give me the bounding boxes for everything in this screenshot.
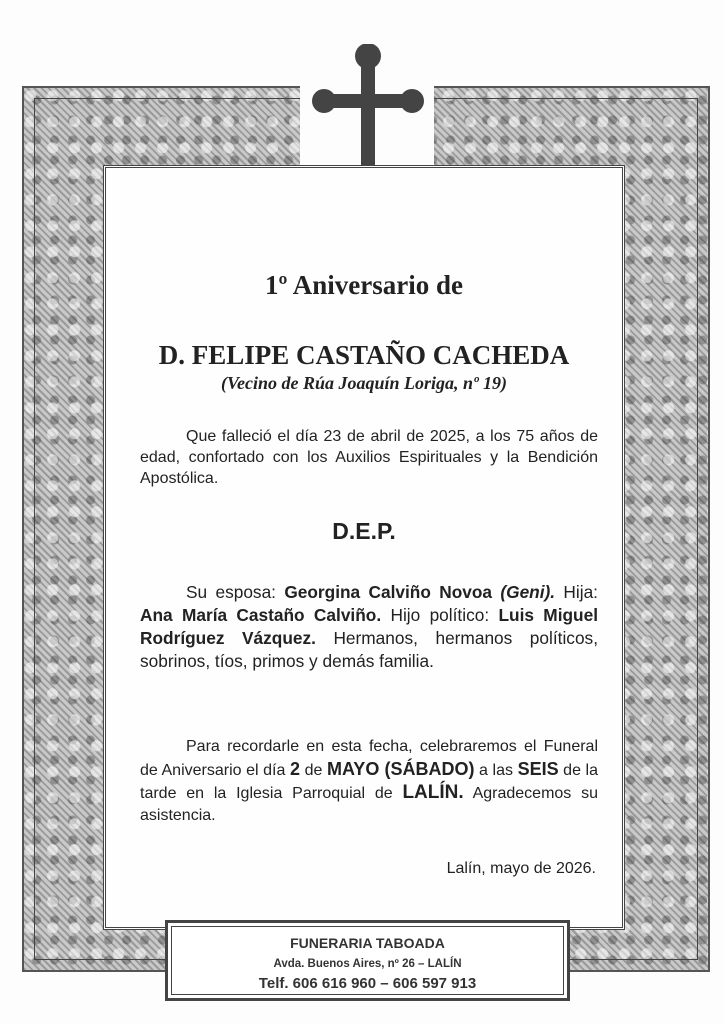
text: de la tarde en la Iglesia Parroquial de (140, 762, 599, 802)
notice-title: 1º Aniversario de (265, 270, 463, 300)
funeral-home-address: Avda. Buenos Aires, nº 26 – LALÍN (273, 958, 462, 970)
funeral-home-phone: Telf. 606 616 960 – 606 597 913 (258, 975, 477, 992)
funeral-home-name: FUNERARIA TABOADA (290, 935, 445, 951)
text: Hermanos, hermanos políticos, sobrinos, tíos, primos y demás familia. (140, 628, 598, 671)
text: Hijo político: (381, 605, 499, 625)
funeral-day: 2 (289, 759, 300, 779)
funeral-time: SEIS (517, 759, 559, 779)
text: Agradecemos su asistencia. (140, 785, 598, 824)
funeral-month: MAYO (SÁBADO) (326, 759, 475, 779)
funeral-paragraph (140, 736, 598, 827)
deceased-name: D. FELIPE CASTAÑO CACHEDA (158, 340, 570, 370)
notice-date: Lalín, mayo de 2026. (446, 860, 596, 877)
spouse-name: Georgina Calviño Novoa (284, 582, 493, 602)
family-paragraph (140, 581, 598, 673)
text: de (300, 762, 327, 779)
text: Para recordarle en esta fecha, celebraremos el Funeral de Aniversario el día (140, 738, 598, 779)
dep-heading: D.E.P. (332, 518, 396, 544)
text: Su esposa: (186, 582, 285, 602)
son-in-law-name: Luis Miguel Rodríguez Vázquez. (140, 605, 599, 648)
funeral-place: LALÍN. (402, 782, 464, 803)
text: a las (474, 762, 518, 779)
deceased-residence: (Vecino de Rúa Joaquín Loriga, nº 19) (221, 373, 507, 393)
text: Hija: (555, 582, 598, 602)
funeral-home-box (165, 920, 570, 1001)
daughter-name: Ana María Castaño Calviño. (140, 605, 382, 625)
death-details: Que falleció el día 23 de abril de 2025, a los 75 años de edad, confortado con los Auxilios Espirituales y la Bendición Apostólica. (140, 428, 598, 487)
spouse-nickname: (Geni). (492, 582, 556, 602)
